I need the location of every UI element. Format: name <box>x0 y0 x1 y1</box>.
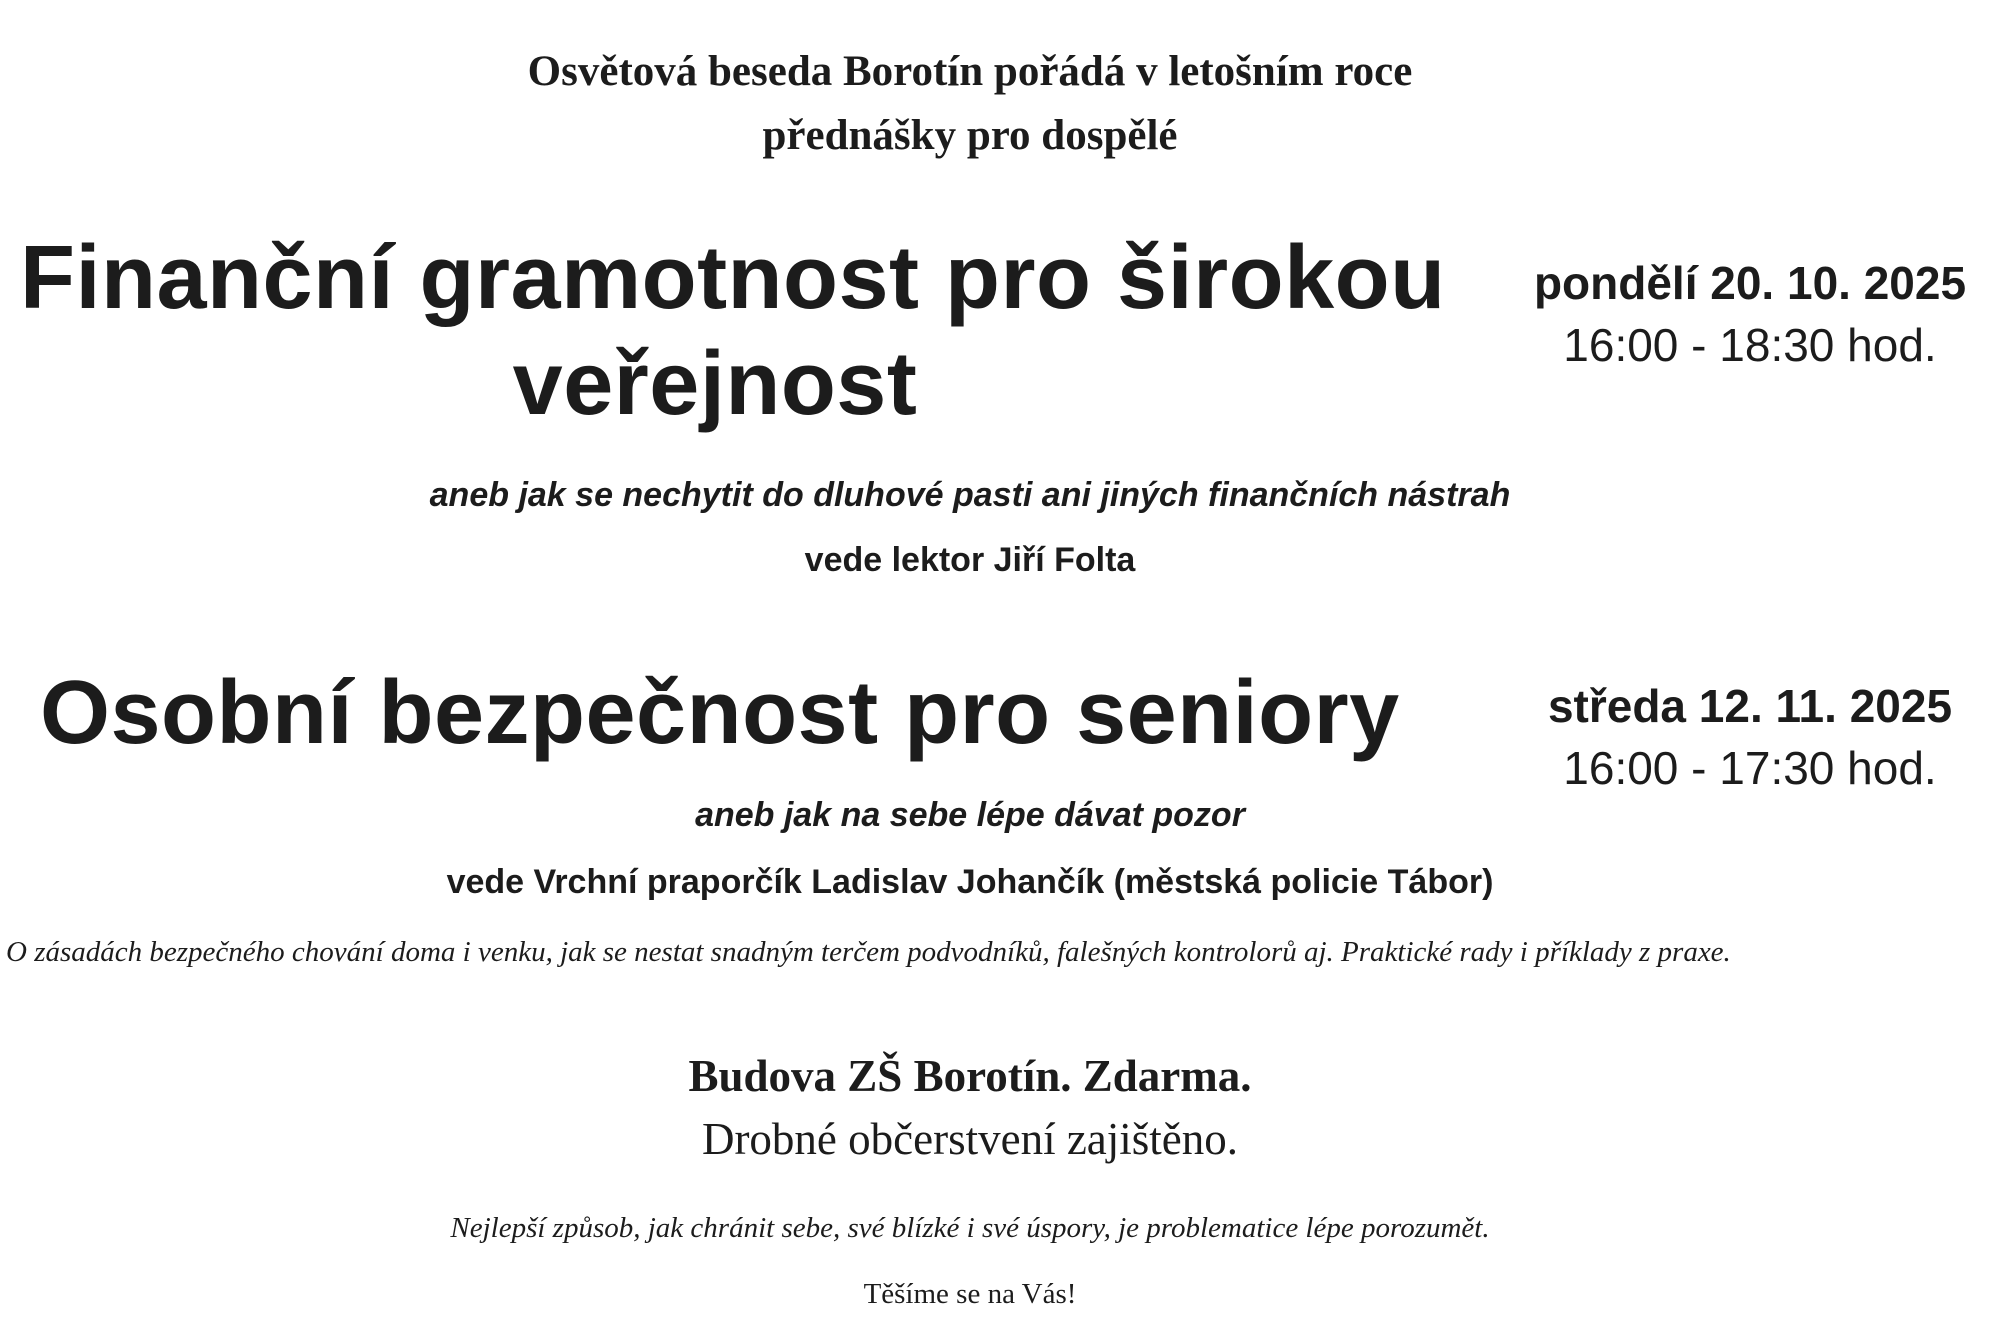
talk-1-title <box>20 225 1446 437</box>
header-line-1: Osvětová beseda Borotín pořádá v letošním roce <box>527 48 1413 95</box>
talk-1-title-line-1: Finanční gramotnost pro širokou <box>20 228 1446 328</box>
closing-line: Těšíme se na Vás! <box>863 1278 1077 1310</box>
talk-2-schedule <box>1500 675 2000 799</box>
talk-1-time: 16:00 - 18:30 hod. <box>1563 319 1937 371</box>
talk-1-date: pondělí 20. 10. 2025 <box>1533 257 1967 309</box>
talk-1-subtitle: aneb jak se nechytit do dluhové pasti ani jiných finančních nástrah <box>429 476 1511 514</box>
motto: Nejlepší způsob, jak chránit sebe, své blízké i své úspory, je problematice lépe porozumět. <box>450 1212 1490 1244</box>
talk-2-description: O zásadách bezpečného chování doma i venku, jak se nestat snadným terčem podvodníků, falešných kontrolorů aj. Praktické rady i příklady z praxe. <box>6 936 1731 968</box>
refreshments-note: Drobné občerstvení zajištěno. <box>701 1114 1239 1164</box>
talk-2-date: středa 12. 11. 2025 <box>1547 680 1953 732</box>
talk-1-lecturer: vede lektor Jiří Folta <box>804 541 1136 579</box>
talk-1-title-line-2: veřejnost <box>512 334 918 434</box>
talk-2-title: Osobní bezpečnost pro seniory <box>40 663 1400 763</box>
venue-info: Budova ZŠ Borotín. Zdarma. <box>688 1051 1252 1101</box>
talk-2-time: 16:00 - 17:30 hod. <box>1563 742 1937 794</box>
header-line-2: přednášky pro dospělé <box>762 112 1178 159</box>
talk-2-lecturer: vede Vrchní praporčík Ladislav Johančík (městská policie Tábor) <box>446 863 1494 901</box>
talk-2-subtitle: aneb jak na sebe lépe dávat pozor <box>695 796 1245 834</box>
header-intro <box>0 40 1940 168</box>
talk-1-schedule <box>1500 252 2000 376</box>
